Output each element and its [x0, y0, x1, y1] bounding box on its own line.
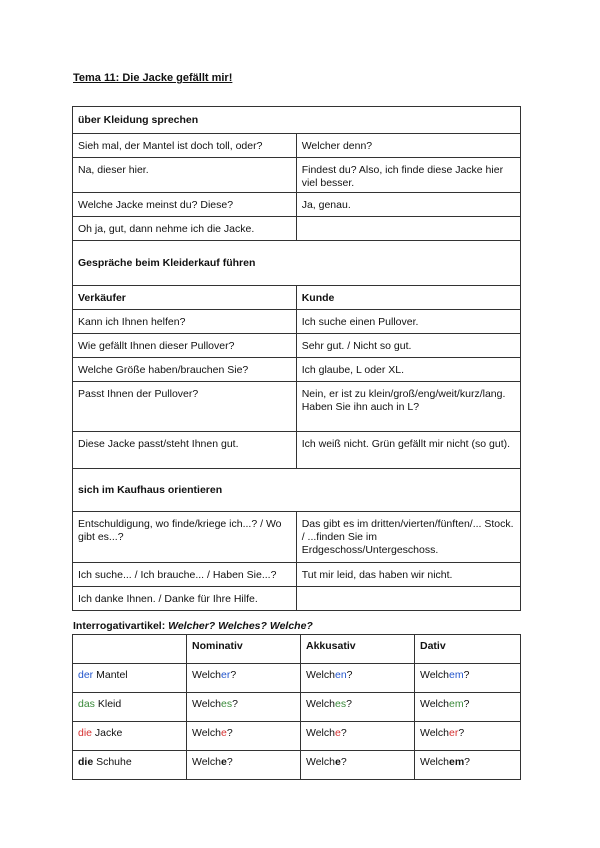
form-cell	[415, 664, 521, 693]
stem: Welch	[420, 698, 449, 710]
phrase-cell: Nein, er ist zu klein/groß/eng/weit/kurz/lang. Haben Sie ihn auch in L?	[296, 382, 520, 432]
grammar-row-neuter	[73, 693, 521, 722]
stem: Welch	[192, 727, 221, 739]
stem: Welch	[192, 756, 221, 768]
phrase-cell: Welcher denn?	[296, 134, 520, 158]
phrase-cell: Das gibt es im dritten/vierten/fünften/... Stock. / ...finden Sie im Erdgeschoss/Untergeschoss.	[296, 512, 520, 563]
form-cell	[301, 664, 415, 693]
question-mark: ?	[340, 727, 347, 739]
form-cell	[187, 722, 301, 751]
grammar-header-nominativ: Nominativ	[187, 635, 301, 664]
question-mark: ?	[458, 727, 465, 739]
section-heading-row	[73, 107, 521, 134]
table-row	[73, 193, 521, 217]
phrase-cell: Findest du? Also, ich finde diese Jacke hier viel besser.	[296, 158, 520, 193]
stem: Welch	[306, 669, 335, 681]
ending: es	[334, 698, 347, 710]
table-row	[73, 334, 521, 358]
question-mark: ?	[230, 669, 237, 681]
table-row	[73, 512, 521, 563]
ending: e	[334, 727, 341, 739]
question-mark: ?	[464, 756, 471, 768]
phrase-cell: Wie gefällt Ihnen dieser Pullover?	[73, 334, 297, 358]
question-mark: ?	[463, 669, 470, 681]
stem: Welch	[306, 756, 335, 768]
ending: er	[448, 727, 459, 739]
stem: Welch	[306, 727, 335, 739]
grammar-heading-label: Interrogativartikel:	[73, 620, 169, 632]
form-cell	[415, 722, 521, 751]
form-cell	[301, 693, 415, 722]
stem: Welch	[306, 698, 335, 710]
article: die	[78, 727, 93, 739]
question-mark: ?	[226, 727, 233, 739]
column-header-seller: Verkäufer	[73, 286, 297, 310]
noun: Mantel	[93, 669, 128, 681]
form-cell	[187, 693, 301, 722]
grammar-header-empty	[73, 635, 187, 664]
table-row	[73, 382, 521, 432]
phrase-cell: Ja, genau.	[296, 193, 520, 217]
phrase-cell: Sehr gut. / Nicht so gut.	[296, 334, 520, 358]
form-cell	[415, 751, 521, 780]
form-cell	[415, 693, 521, 722]
column-header-customer: Kunde	[296, 286, 520, 310]
phrase-cell: Tut mir leid, das haben wir nicht.	[296, 563, 520, 587]
phrase-cell	[296, 217, 520, 241]
form-cell	[301, 751, 415, 780]
stem: Welch	[192, 698, 221, 710]
article: das	[78, 698, 95, 710]
table-row	[73, 587, 521, 611]
question-mark: ?	[463, 698, 470, 710]
grammar-header-akkusativ: Akkusativ	[301, 635, 415, 664]
ending: e	[334, 756, 341, 768]
grammar-table	[72, 634, 521, 780]
table-row	[73, 158, 521, 193]
table-row	[73, 432, 521, 469]
section-heading-row	[73, 241, 521, 286]
section-heading: Gespräche beim Kleiderkauf führen	[73, 241, 521, 286]
ending: em	[448, 756, 465, 768]
page-title: Tema 11: Die Jacke gefällt mir!	[73, 72, 233, 84]
phrase-cell: Welche Jacke meinst du? Diese?	[73, 193, 297, 217]
phrase-cell: Entschuldigung, wo finde/kriege ich...? / Wo gibt es...?	[73, 512, 297, 563]
table-row	[73, 134, 521, 158]
noun-cell	[73, 693, 187, 722]
section-heading: über Kleidung sprechen	[73, 107, 521, 134]
grammar-header-row	[73, 635, 521, 664]
question-mark: ?	[340, 756, 347, 768]
form-cell	[301, 722, 415, 751]
phrase-cell: Ich danke Ihnen. / Danke für Ihre Hilfe.	[73, 587, 297, 611]
ending: er	[220, 669, 231, 681]
ending: e	[220, 756, 227, 768]
phrase-cell	[296, 587, 520, 611]
phrases-table	[72, 106, 521, 611]
section-heading: sich im Kaufhaus orientieren	[73, 469, 521, 512]
question-mark: ?	[346, 669, 353, 681]
phrase-cell: Ich suche einen Pullover.	[296, 310, 520, 334]
stem: Welch	[192, 669, 221, 681]
noun: Jacke	[92, 727, 123, 739]
ending: e	[220, 727, 227, 739]
noun: Schuhe	[93, 756, 132, 768]
grammar-row-masculine	[73, 664, 521, 693]
grammar-heading-forms: Welcher? Welches? Welche?	[168, 620, 313, 632]
question-mark: ?	[232, 698, 238, 710]
section-heading-row	[73, 469, 521, 512]
stem: Welch	[420, 727, 449, 739]
phrase-cell: Sieh mal, der Mantel ist doch toll, oder?	[73, 134, 297, 158]
phrase-cell: Oh ja, gut, dann nehme ich die Jacke.	[73, 217, 297, 241]
phrase-cell: Ich suche... / Ich brauche... / Haben Sie...?	[73, 563, 297, 587]
grammar-heading	[73, 620, 313, 632]
column-header-row	[73, 286, 521, 310]
table-row	[73, 358, 521, 382]
phrase-cell: Kann ich Ihnen helfen?	[73, 310, 297, 334]
noun-cell	[73, 722, 187, 751]
form-cell	[187, 751, 301, 780]
grammar-row-plural	[73, 751, 521, 780]
grammar-row-feminine	[73, 722, 521, 751]
question-mark: ?	[346, 698, 352, 710]
question-mark: ?	[226, 756, 233, 768]
phrase-cell: Na, dieser hier.	[73, 158, 297, 193]
ending: em	[448, 669, 464, 681]
noun-cell	[73, 664, 187, 693]
stem: Welch	[420, 669, 449, 681]
ending: en	[334, 669, 347, 681]
phrase-cell: Ich glaube, L oder XL.	[296, 358, 520, 382]
ending: em	[448, 698, 464, 710]
article: der	[78, 669, 94, 681]
table-row	[73, 563, 521, 587]
phrase-cell: Welche Größe haben/brauchen Sie?	[73, 358, 297, 382]
form-cell	[187, 664, 301, 693]
article: die	[78, 756, 94, 768]
noun-cell	[73, 751, 187, 780]
table-row	[73, 217, 521, 241]
table-row	[73, 310, 521, 334]
grammar-header-dativ: Dativ	[415, 635, 521, 664]
phrase-cell: Diese Jacke passt/steht Ihnen gut.	[73, 432, 297, 469]
ending: es	[220, 698, 233, 710]
stem: Welch	[420, 756, 449, 768]
phrase-cell: Ich weiß nicht. Grün gefällt mir nicht (so gut).	[296, 432, 520, 469]
phrase-cell: Passt Ihnen der Pullover?	[73, 382, 297, 432]
noun: Kleid	[94, 698, 122, 710]
